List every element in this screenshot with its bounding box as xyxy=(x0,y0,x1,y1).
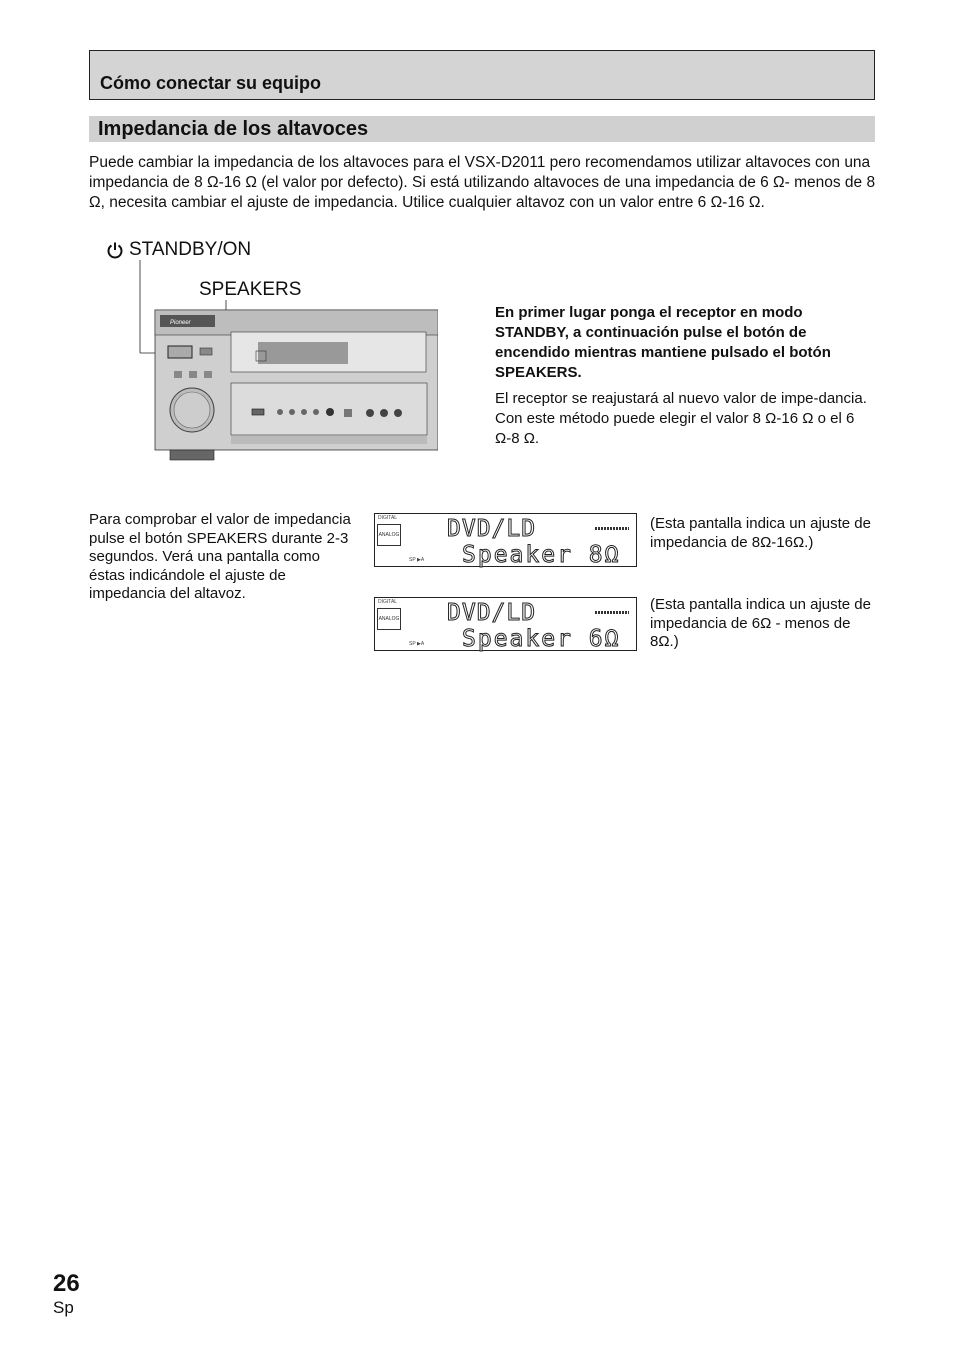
intro-paragraph: Puede cambiar la impedancia de los altavoces para el VSX-D2011 pero recomendamos utilizar altavoces con una impedancia de 8 Ω-16 Ω (el valor por defecto). Si está utilizando altavoces de una impedancia de 6 Ω- menos de 8 Ω, necesita cambiar el ajuste de impedancia. Utilice cualquier altavoz con un valor entre 6 Ω-16 Ω. xyxy=(89,154,876,211)
sp-indicator: SP ▶A xyxy=(409,557,425,563)
level-bars xyxy=(595,527,629,530)
display-line2: Speaker 6Ω xyxy=(462,626,621,652)
page-language: Sp xyxy=(53,1298,74,1317)
display-caption-6ohm: (Esta pantalla indica un ajuste de impedancia de 6Ω - menos de 8Ω.) xyxy=(650,596,871,650)
brand-logo: Pioneer xyxy=(170,320,191,326)
display-indicator-label: DIGITAL xyxy=(378,599,398,605)
level-bars xyxy=(595,611,629,614)
display-line2: Speaker 8Ω xyxy=(462,542,621,568)
section-title: Cómo conectar su equipo xyxy=(100,73,322,93)
check-paragraph: Para comprobar el valor de impedancia pulse el botón SPEAKERS durante 2-3 segundos. Verá una pantalla como éstas indicándole el ajuste de impedancia del altavoz. xyxy=(89,511,351,602)
sp-indicator: SP ▶A xyxy=(409,641,425,647)
receiver-front-panel-illustration xyxy=(138,260,438,470)
display-indicator-label: DIGITAL xyxy=(378,515,398,521)
subsection-header xyxy=(89,116,875,142)
analog-badge: ANALOG xyxy=(377,608,401,630)
page-number: 26 xyxy=(53,1270,80,1297)
display-caption-8ohm: (Esta pantalla indica un ajuste de impedancia de 8Ω-16Ω.) xyxy=(650,515,871,551)
instructions xyxy=(495,303,880,449)
instructions-normal: El receptor se reajustará al nuevo valor de impe-dancia. Con este método puede elegir el valor 8 Ω-16 Ω o el 6 Ω-8 Ω. xyxy=(495,390,867,447)
display-line1: DVD/LD xyxy=(447,600,537,626)
instructions-bold: En primer lugar ponga el receptor en modo STANDBY, a continuación pulse el botón de encendido mientras mantiene pulsado el botón SPEAKERS. xyxy=(495,304,831,381)
power-icon xyxy=(106,241,124,259)
subsection-title: Impedancia de los altavoces xyxy=(98,118,369,140)
display-panel-8ohm xyxy=(374,513,637,567)
analog-badge: ANALOG xyxy=(377,524,401,546)
section-header xyxy=(89,50,875,100)
standby-label-text: STANDBY/ON xyxy=(129,239,252,260)
display-line1: DVD/LD xyxy=(447,516,537,542)
standby-label xyxy=(106,239,251,261)
speakers-label: SPEAKERS xyxy=(199,279,302,300)
display-panel-6ohm xyxy=(374,597,637,651)
